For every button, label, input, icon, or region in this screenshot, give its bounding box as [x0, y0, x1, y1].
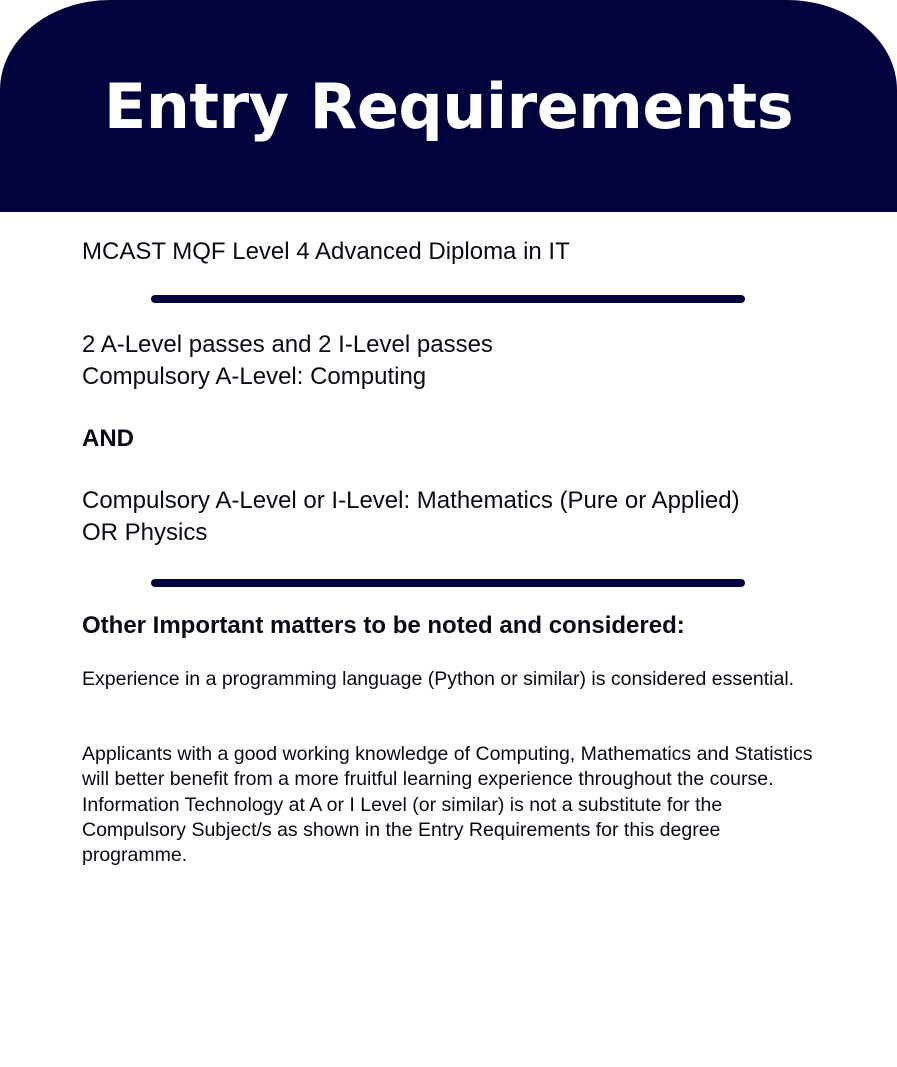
header-banner — [0, 0, 897, 212]
requirement-compulsory-mathematics: Compulsory A-Level or I-Level: Mathematics (Pure or Applied) — [82, 487, 740, 514]
requirement-passes: 2 A-Level passes and 2 I-Level passes — [82, 331, 493, 358]
requirement-or-physics: OR Physics — [82, 519, 208, 546]
section-divider — [151, 295, 745, 303]
page-title: Entry Requirements — [103, 69, 794, 143]
requirement-and-label: AND — [82, 425, 134, 452]
notes-heading: Other Important matters to be noted and considered: — [82, 612, 685, 639]
section-divider — [151, 579, 745, 587]
requirement-compulsory-computing: Compulsory A-Level: Computing — [82, 363, 427, 390]
note-programming-experience: Experience in a programming language (Python or similar) is considered essential. — [82, 668, 795, 690]
note-applicants-knowledge: Applicants with a good working knowledge of Computing, Mathematics and Statistics will better benefit from a more fruitful learning experience throughout the course. Information Technology at A or I Level (or similar) is not a substitute for the Compulsory Subject/s as shown in the Entry Requirements for this degree programme. — [82, 743, 813, 867]
qualification-title: MCAST MQF Level 4 Advanced Diploma in IT — [82, 238, 570, 265]
